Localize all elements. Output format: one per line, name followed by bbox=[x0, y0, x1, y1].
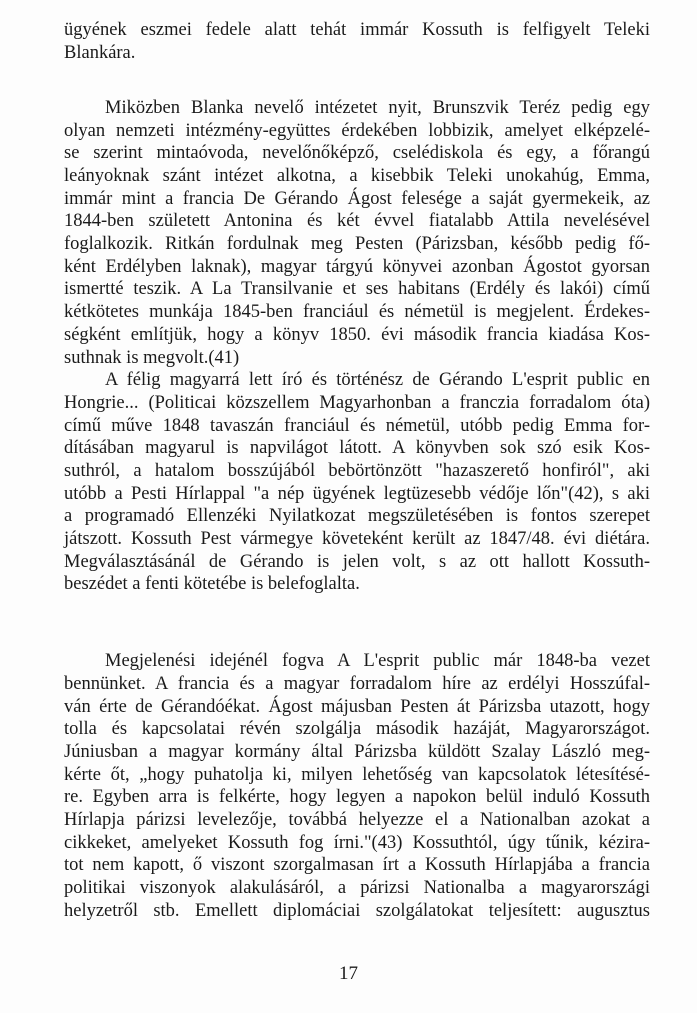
text-line: ügyének eszmei fedele alatt tehát immár Kossuth is felfigyelt Teleki bbox=[64, 20, 650, 40]
text-line: ván érte de Gérandóékat. Ágost májusban Pesten át Párizsba utazott, hogy bbox=[64, 697, 650, 717]
text-line: Megjelenési idejénél fogva A L'esprit public már 1848-ba vezet bbox=[105, 651, 650, 671]
text-line: ként Erdélyben laknak), magyar tárgyú könyvei azonban Ágostot gyorsan bbox=[64, 257, 650, 277]
text-line: a programadó Ellenzéki Nyilatkozat megszületésében is fontos szerepet bbox=[64, 506, 650, 526]
text-line: dításában magyarul is napvilágot látott. A könyvben sok szó esik Kos- bbox=[64, 438, 650, 458]
text-line: immár mint a francia De Gérando Ágost felesége a saját gyermekeik, az bbox=[64, 189, 650, 209]
text-line: 1844-ben született Antonina és két évvel fiatalabb Attila nevelésével bbox=[64, 211, 650, 231]
text-line: Júniusban a magyar kormány által Párizsba küldött Szalay László meg- bbox=[64, 742, 650, 762]
text-line: játszott. Kossuth Pest vármegye követeként került az 1847/48. évi diétára. bbox=[64, 529, 650, 549]
text-line: re. Egyben arra is felkérte, hogy legyen a napokon belül induló Kossuth bbox=[64, 787, 650, 807]
text-line: leányoknak szánt intézet alkotna, a kisebbik Teleki unokahúg, Emma, bbox=[64, 166, 650, 186]
text-line: kérte őt, „hogy puhatolja ki, milyen lehetőség van kapcsolatok létesítésé- bbox=[64, 765, 650, 785]
text-line: Megválasztásánál de Gérando is jelen volt, s az ott hallott Kossuth- bbox=[64, 552, 650, 572]
text-line: Hongrie... (Politicai közszellem Magyarhonban a franczia forradalom óta) bbox=[64, 393, 650, 413]
text-line: olyan nemzeti intézmény-együttes érdekében lobbizik, amelyet elképzelé- bbox=[64, 121, 650, 141]
text-line: suthnak is megvolt.(41) bbox=[64, 348, 240, 368]
text-line: tot nem kapott, ő viszont szorgalmasan írt a Kossuth Hírlapjába a francia bbox=[64, 855, 650, 875]
text-line: cikkeket, amelyeket Kossuth fog írni."(43) Kossuthtól, úgy tűnik, kézira- bbox=[64, 833, 650, 853]
text-line: Hírlapja párizsi levelezője, továbbá helyezze el a Nationalban azokat a bbox=[64, 810, 650, 830]
text-line: című műve 1848 tavaszán franciául és németül, utóbb pedig Emma for- bbox=[64, 416, 650, 436]
text-line: beszédet a fenti kötetébe is belefoglalta. bbox=[64, 574, 360, 594]
text-line: ségként említjük, hogy a könyv 1850. évi második francia kiadása Kos- bbox=[64, 325, 650, 345]
text-line: utóbb a Pesti Hírlappal "a nép ügyének legtüzesebb védője lőn"(42), s aki bbox=[64, 484, 650, 504]
text-line: Miközben Blanka nevelő intézetet nyit, Brunszvik Teréz pedig egy bbox=[105, 98, 650, 118]
text-line: tolla és kapcsolatai révén szolgálja második hazáját, Magyarországot. bbox=[64, 719, 650, 739]
text-line: politikai viszonyok alakulásáról, a párizsi Nationalba a magyarországi bbox=[64, 878, 650, 898]
text-line: Blankára. bbox=[64, 43, 136, 63]
text-line: se szerint mintaóvoda, nevelőnőképző, cselédiskola és egy, a főrangú bbox=[64, 143, 650, 163]
text-line: foglalkozik. Ritkán fordulnak meg Pesten (Párizsban, később pedig fő- bbox=[64, 234, 650, 254]
page-number: 17 bbox=[339, 963, 358, 984]
text-line: kétkötetes munkája 1845-ben franciául és németül is megjelent. Érdekes- bbox=[64, 302, 650, 322]
text-line: helyzetről stb. Emellett diplomáciai szolgálatokat teljesített: augusztus bbox=[64, 901, 650, 921]
text-line: ismertté teszik. A La Transilvanie et ses habitans (Erdély és lakói) című bbox=[64, 279, 650, 299]
text-line: A félig magyarrá lett író és történész de Gérando L'esprit public en bbox=[105, 370, 650, 390]
text-line: suthról, a hatalom bosszújából bebörtönzött "hazaszerető honfiról", aki bbox=[64, 461, 650, 481]
text-line: bennünket. A francia és a magyar forradalom híre az erdélyi Hosszúfal- bbox=[64, 674, 650, 694]
